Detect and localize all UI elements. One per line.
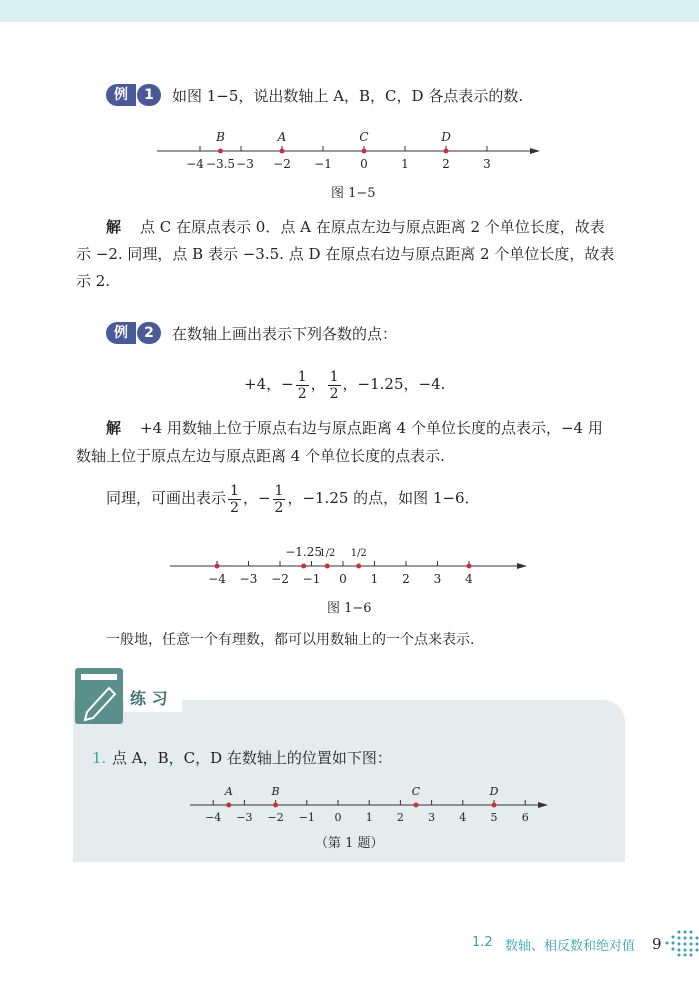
footer-section: 1.2	[472, 935, 493, 950]
tick-label: 0	[339, 572, 347, 586]
badge-word: 例	[106, 84, 136, 106]
point-marker	[273, 803, 278, 808]
tick-label: −2	[267, 811, 284, 824]
pencil-notebook-icon	[75, 668, 123, 724]
denominator: 2	[230, 499, 239, 516]
tick-label: 2	[442, 157, 450, 171]
point-marker	[280, 149, 285, 154]
fraction	[228, 483, 241, 516]
conclusion: 一般地，任意一个有理数，都可以用数轴上的一个点来表示.	[106, 632, 475, 648]
denominator: 2	[274, 499, 284, 516]
tick-label: 1	[370, 572, 379, 586]
tick-label: 3	[433, 572, 442, 586]
point-marker	[215, 564, 220, 569]
solution-line: 示 2.	[76, 272, 111, 290]
text: +4，−	[244, 375, 294, 393]
axis-arrow	[538, 802, 548, 808]
point-marker	[356, 564, 361, 569]
number-line-1-6	[0, 530, 699, 595]
numerator: 1	[274, 482, 284, 499]
solution-line: 示 −2. 同理，点 B 表示 −3.5. 点 D 在原点右边与原点距离 2 个单位长度，故表	[76, 245, 615, 263]
page-number: 9	[652, 935, 662, 953]
point-marker	[467, 564, 472, 569]
point-label: −1.25	[285, 545, 323, 559]
tick-label: 3	[428, 811, 436, 824]
tick-label: −3	[236, 157, 254, 171]
similar-line	[106, 478, 480, 518]
solution-line: +4 用数轴上位于原点右边与原点距离 4 个单位长度的点表示，−4 用	[140, 419, 603, 437]
badge-number: 2	[137, 322, 161, 344]
point-label: A	[224, 785, 233, 798]
text: ，−1.25，−4.	[342, 375, 446, 393]
solution-line: 点 C 在原点表示 0．点 A 在原点左边与原点距离 2 个单位长度，故表	[140, 218, 605, 236]
question-text: 点 A，B，C，D 在数轴上的位置如下图：	[112, 749, 392, 767]
point-marker	[301, 564, 306, 569]
tick-label: 2	[396, 811, 404, 824]
point-marker	[414, 803, 419, 808]
figure-caption: 图 1−6	[327, 601, 372, 616]
number-line-question-1	[0, 780, 699, 825]
tick-label: −3.5	[205, 157, 236, 171]
numerator: 1	[329, 368, 339, 385]
point-marker	[226, 803, 231, 808]
tick-label: 0	[360, 157, 368, 171]
numerator: 1	[230, 482, 239, 499]
tick-label: 1	[401, 157, 409, 171]
point-label: C	[359, 130, 369, 144]
point-marker	[444, 149, 449, 154]
tick-label: 1	[365, 811, 373, 824]
point-label: B	[271, 785, 280, 798]
tick-label: −3	[236, 811, 253, 824]
tick-label: −2	[271, 572, 289, 586]
text: ，−	[242, 489, 271, 507]
point-label: D	[441, 130, 451, 144]
tick-label: 4	[459, 811, 467, 824]
solution-line: 数轴上位于原点左边与原点距离 4 个单位长度的点表示.	[76, 447, 445, 465]
dot-grid-decoration-icon	[664, 928, 699, 958]
point-marker	[492, 803, 497, 808]
badge-word: 例	[106, 322, 136, 344]
point-label: B	[216, 130, 225, 144]
point-label: 1/2	[350, 548, 367, 559]
badge-number: 1	[137, 84, 161, 106]
tick-label: 4	[465, 572, 473, 586]
fraction	[328, 369, 341, 402]
fraction	[296, 369, 309, 402]
top-band	[0, 0, 699, 22]
point-label: A	[277, 130, 287, 144]
tick-label: −2	[273, 157, 291, 171]
text: ，−1.25 的点，如图 1−6．	[287, 489, 480, 507]
question-caption: （第 1 题）	[315, 836, 384, 851]
point-label: 1/2	[319, 548, 336, 559]
tick-label: 0	[334, 811, 342, 824]
figure-caption: 图 1−5	[331, 186, 376, 201]
tick-label: 2	[402, 572, 410, 586]
denominator: 2	[329, 385, 339, 402]
axis-arrow	[530, 148, 540, 154]
text: ，	[310, 375, 326, 393]
tick-label: 3	[483, 157, 491, 171]
tick-label: −1	[298, 811, 315, 824]
tick-label: −1	[302, 572, 321, 586]
example-1-question: 如图 1−5，说出数轴上 A，B，C，D 各点表示的数.	[172, 87, 524, 105]
tick-label: 6	[521, 811, 529, 824]
tick-label: −4	[208, 572, 226, 586]
point-marker	[218, 149, 223, 154]
axis-arrow	[517, 563, 527, 569]
point-label: D	[489, 785, 499, 798]
example-1-badge	[106, 84, 161, 106]
point-label: C	[411, 785, 421, 798]
example-2-question: 在数轴上画出表示下列各数的点：	[172, 325, 398, 343]
solution-label: 解	[106, 218, 122, 236]
example-2-badge	[106, 322, 161, 344]
tick-label: −1	[314, 157, 332, 171]
tick-label: 5	[490, 811, 498, 824]
point-marker	[325, 564, 330, 569]
solution-label: 解	[106, 419, 122, 437]
tick-label: −4	[186, 157, 204, 171]
practice-title: 练 习	[124, 686, 182, 712]
number-line-1-5	[0, 120, 699, 180]
numbers-list	[244, 364, 445, 404]
tick-label: −3	[239, 572, 258, 586]
tick-label: −4	[205, 811, 222, 824]
numerator: 1	[297, 368, 307, 385]
point-marker	[362, 149, 367, 154]
question-number: 1.	[92, 749, 107, 767]
footer-title: 数轴、相反数和绝对值	[505, 939, 636, 954]
denominator: 2	[297, 385, 307, 402]
fraction	[273, 483, 286, 516]
text: 同理，可画出表示	[106, 489, 227, 507]
